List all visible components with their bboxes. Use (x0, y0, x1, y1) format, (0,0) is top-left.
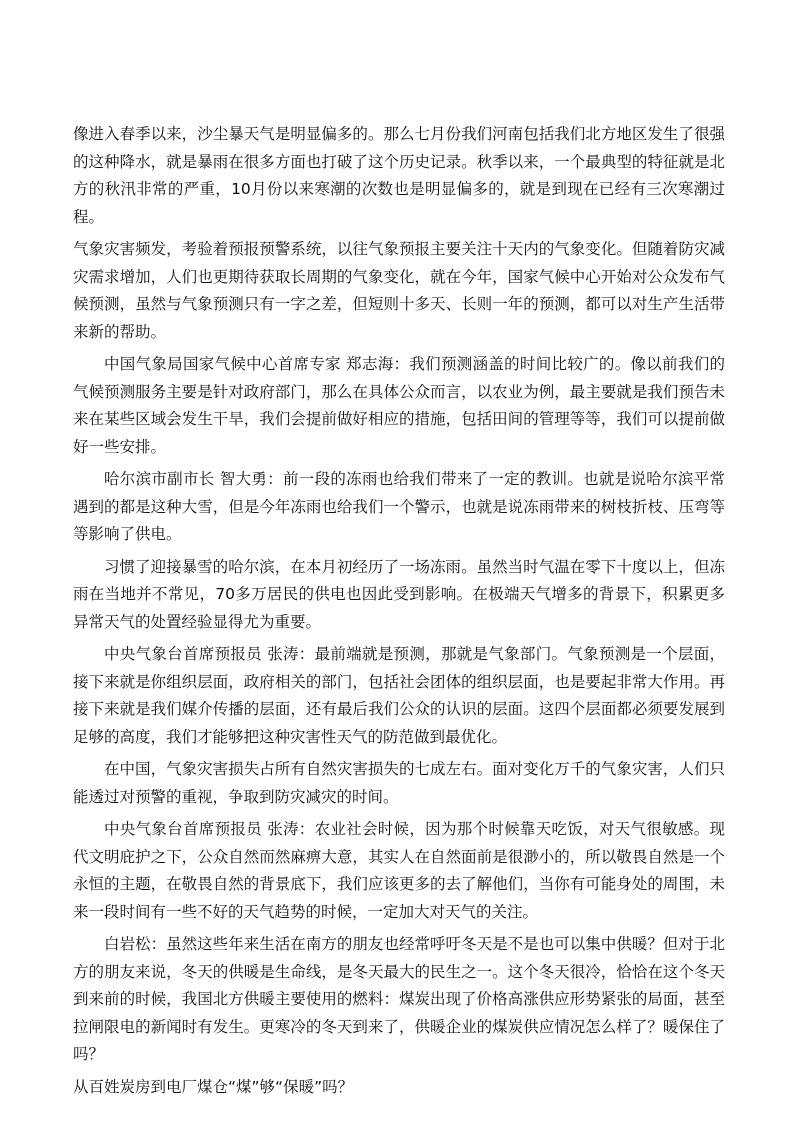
paragraph-zheng-zhihai-quote: 中国气象局国家气候中心首席专家 郑志海：我们预测涵盖的时间比较广的。像以前我们的气候预测服务主要是针对政府部门，那么在具体公众而言，以农业为例，最主要就是我们预告未来在某些区域会发生干旱，我们会提前做好相应的措施，包括田间的管理等等，我们可以提前做好一些安排。 (73, 355, 725, 456)
paragraph-coal-heating-question: 从百姓炭房到电厂煤仓“煤”够“保暖”吗？ (73, 1077, 354, 1096)
paragraph-zhang-tao-quote-2: 中央气象台首席预报员 张涛：农业社会时候，因为那个时候靠天吃饭，对天气很敏感。现代文明庇护之下，公众自然而然麻痹大意，其实人在自然面前是很渺小的，所以敬畏自然是一个永恒的主题，在敬畏自然的背景底下，我们应该更多的去了解他们，当你有可能身处的周围，未来一段时间有一些不好的天气趋势的时候，一定加大对天气的关注。 (73, 820, 725, 921)
paragraph-harbin-freezing-rain: 习惯了迎接暴雪的哈尔滨，在本月初经历了一场冻雨。虽然当时气温在零下十度以上，但冻雨在当地并不常见，70多万居民的供电也因此受到影响。在极端天气增多的背景下，积累更多异常天气的处置经验显得尤为重要。 (73, 557, 725, 631)
paragraph-forecast-system: 气象灾害频发，考验着预报预警系统，以往气象预报主要关注十天内的气象变化。但随着防灾减灾需求增加，人们也更期待获取长周期的气象变化，就在今年，国家气候中心开始对公众发布气候预测，虽然与气象预测只有一字之差，但短则十多天、长则一年的预测，都可以对生产生活带来新的帮助。 (73, 240, 725, 341)
paragraph-zhang-tao-quote-1: 中央气象台首席预报员 张涛：最前端就是预测，那就是气象部门。气象预测是一个层面，接下来就是你组织层面，政府相关的部门，包括社会团体的组织层面，也是要起非常大作用。再接下来就是我们媒介传播的层面，还有最后我们公众的认识的层面。这四个层面都必须要发展到足够的高度，我们才能够把这种灾害性天气的防范做到最优化。 (73, 645, 725, 746)
paragraph-bai-yansong-heating: 白岩松：虽然这些年来生活在南方的朋友也经常呼吁冬天是不是也可以集中供暖？但对于北方的朋友来说，冬天的供暖是生命线，是冬天最大的民生之一。这个冬天很冷，恰恰在这个冬天到来前的时候，我国北方供暖主要使用的燃料：煤炭出现了价格高涨供应形势紧张的局面，甚至拉闸限电的新闻时有发生。更寒冷的冬天到来了，供暖企业的煤炭供应情况怎么样了？暖保住了吗？ (73, 935, 725, 1063)
document-body (73, 121, 725, 1106)
paragraph-sandstorm-summer-rain: 像进入春季以来，沙尘暴天气是明显偏多的。那么七月份我们河南包括我们北方地区发生了很强的这种降水，就是暴雨在很多方面也打破了这个历史记录。秋季以来，一个最典型的特征就是北方的秋汛非常的严重，10月份以来寒潮的次数也是明显偏多的，就是到现在已经有三次寒潮过程。 (73, 125, 725, 226)
paragraph-disaster-losses: 在中国，气象灾害损失占所有自然灾害损失的七成左右。面对变化万千的气象灾害，人们只能透过对预警的重视，争取到防灾减灾的时间。 (73, 760, 725, 806)
paragraph-zhi-dayong-quote: 哈尔滨市副市长 智大勇：前一段的冻雨也给我们带来了一定的教训。也就是说哈尔滨平常遇到的都是这种大雪，但是今年冻雨也给我们一个警示，也就是说冻雨带来的树枝折枝、压弯等等影响了供电。 (73, 470, 725, 543)
